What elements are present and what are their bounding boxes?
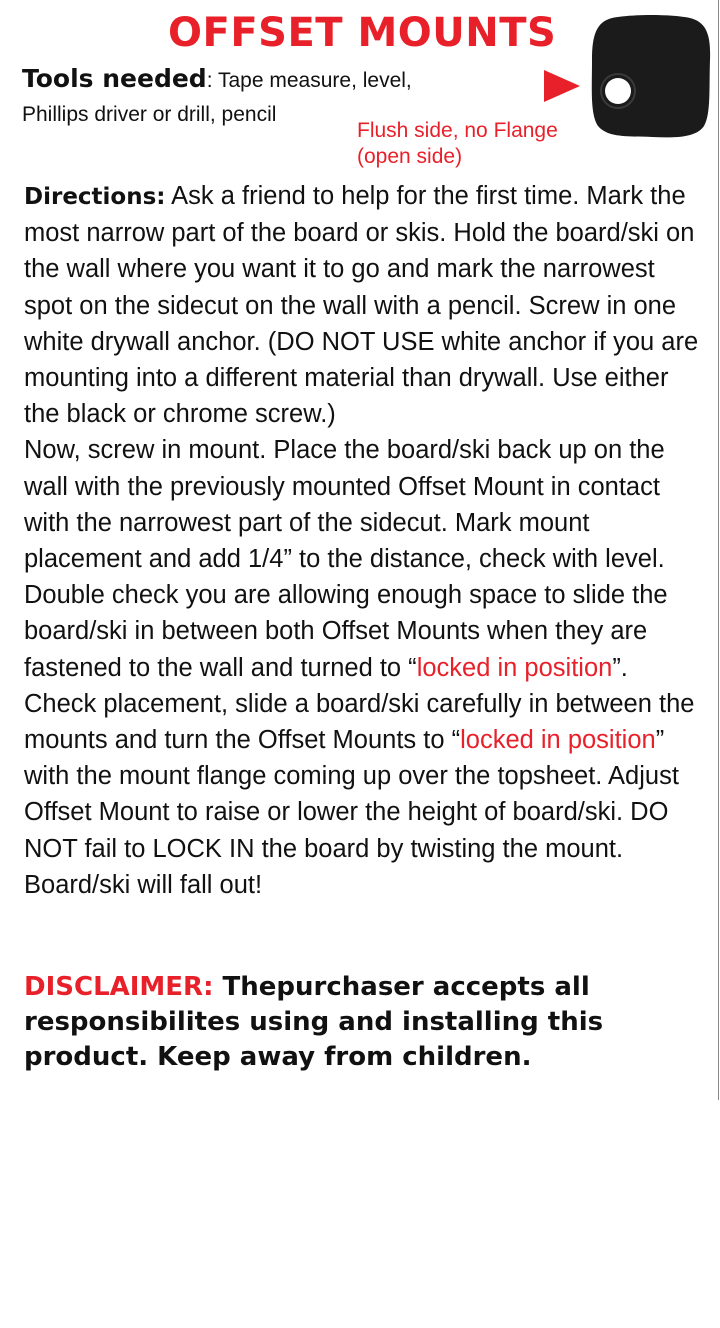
disclaimer-label: DISCLAIMER: [24,972,214,1002]
disclaimer-text: Thepurchaser accepts all responsibilites using and installing this product. Keep away from children. [24,972,604,1072]
directions-block [24,178,702,903]
directions-paragraph-1: Ask a friend to help for the first time. Mark the most narrow part of the board or skis. Hold the board/ski on the wall where you want it to go and mark the narrowest spot on the sidecut on the wall with a pencil. Screw in one white drywall anchor. (DO NOT USE white anchor if you are mounting into a different material than drywall. Use either the black or chrome screw.) [24,182,699,429]
directions-paragraph-4: ” with the mount flange coming up over the topsheet. Adjust Offset Mount to raise or lower the height of board/ski. DO NOT fail to LOCK IN the board by twisting the mount. Board/ski will fall out! [24,726,679,899]
mount-icon [590,14,712,140]
tools-label: Tools needed [22,64,207,93]
disclaimer-block [24,970,704,1075]
directions-label: Directions: [24,184,166,210]
locked-position-highlight-2: locked in position [460,726,656,755]
mount-screw-hole [605,78,631,104]
locked-position-highlight-1: locked in position [416,653,613,682]
edge-rule [718,0,719,1100]
directions-paragraph-3: ”. Check placement, slide a board/ski carefully in between the mounts and turn the Offset Mounts to “ [24,653,695,755]
arrow-right-icon [544,70,580,102]
flush-side-callout: Flush side, no Flange (open side) [357,119,558,168]
page-title: OFFSET MOUNTS [168,10,557,56]
directions-paragraph-2: Now, screw in mount. Place the board/ski back up on the wall with the previously mounted Offset Mount in contact with the narrowest part of the sidecut. Mark mount placement and add 1/4” to the distance, check with level. Double check you are allowing enough space to slide the board/ski in between both Offset Mounts when they are fastened to the wall and turned to “ [24,436,668,682]
tools-text: : Tape measure, level, Phillips driver or drill, pencil [22,69,412,126]
